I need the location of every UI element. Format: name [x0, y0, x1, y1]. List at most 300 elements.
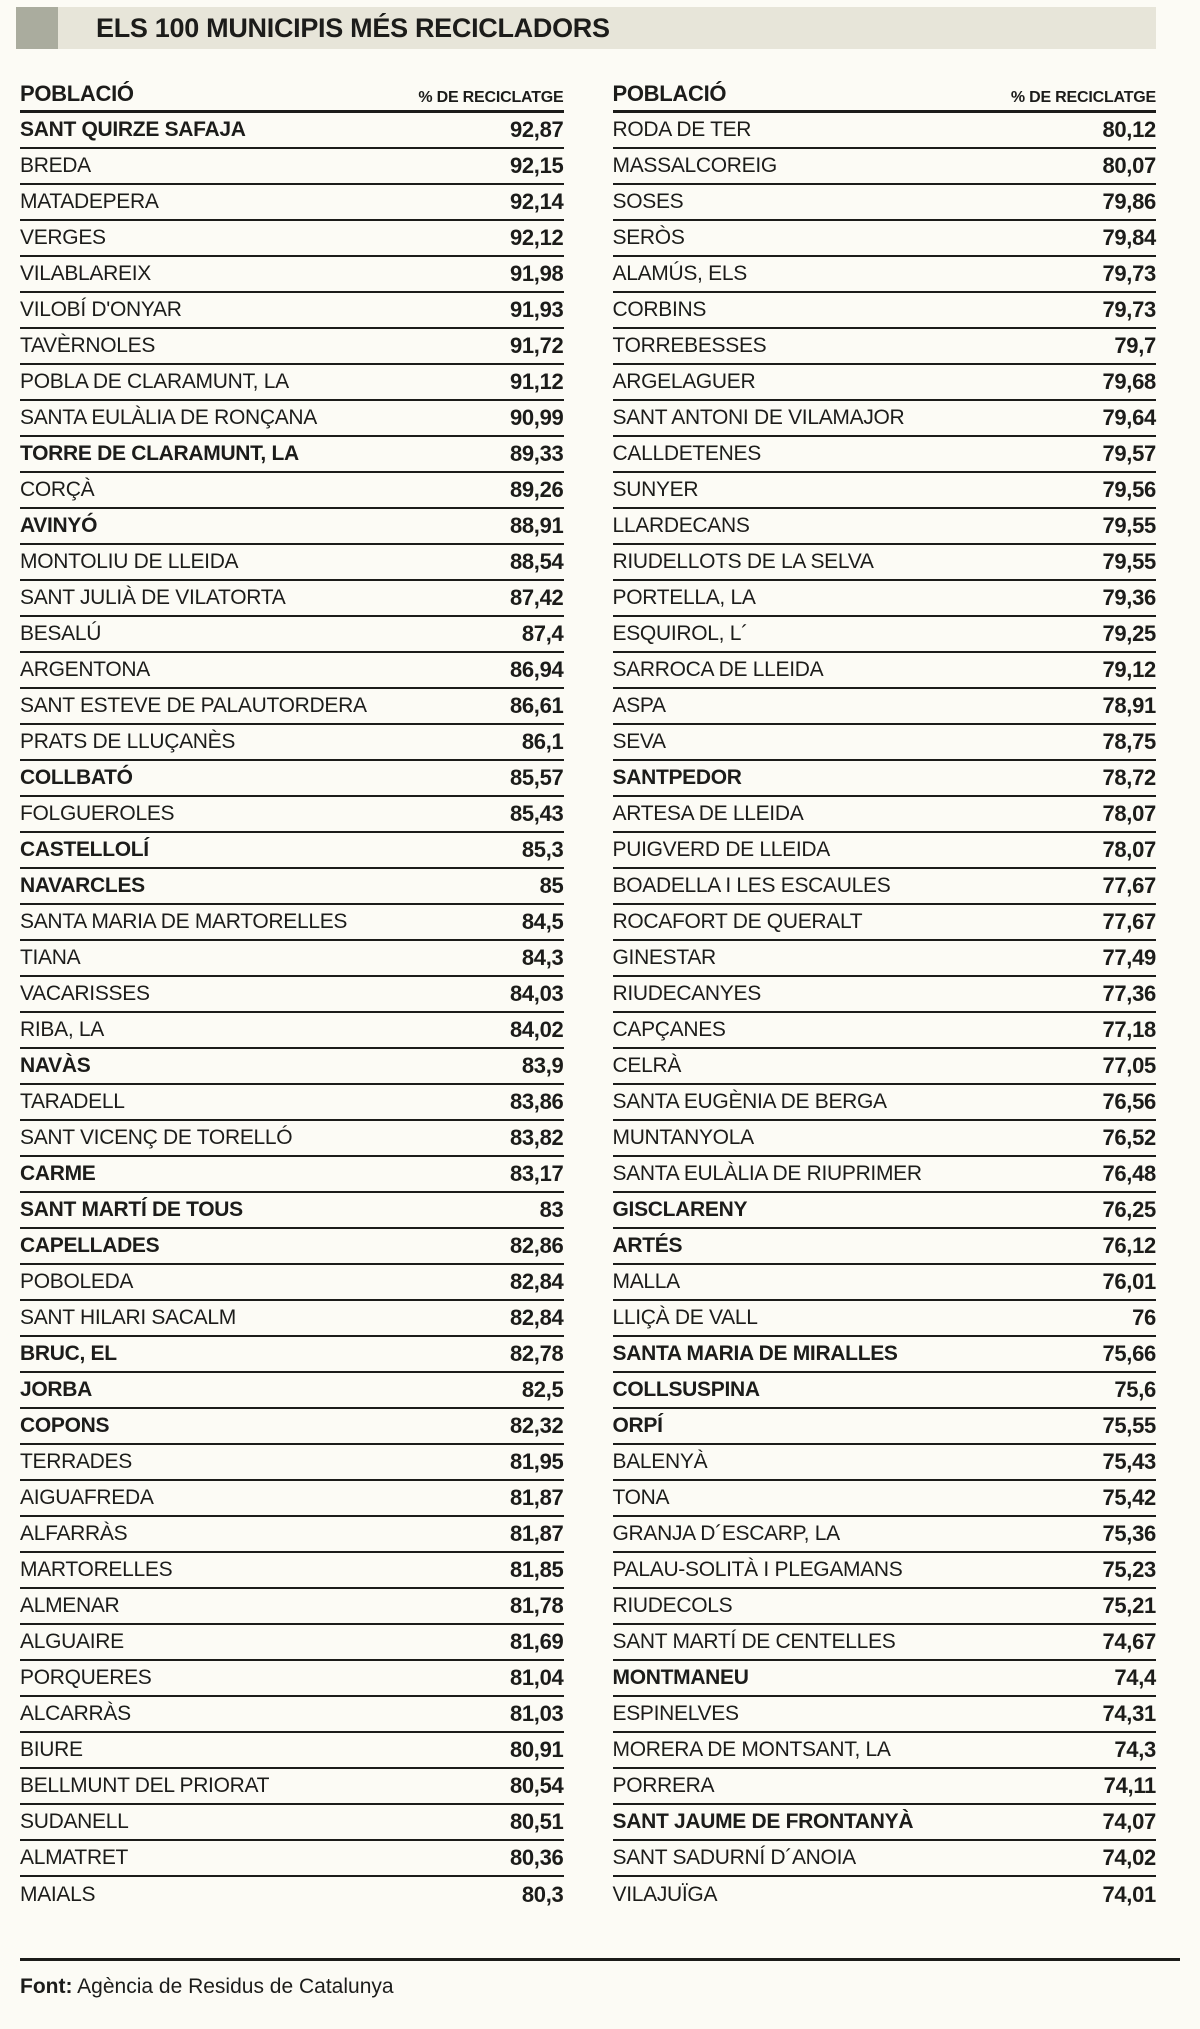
municipality-name: BELLMUNT DEL PRIORAT	[20, 1774, 270, 1797]
municipality-name: PRATS DE LLUÇANÈS	[20, 730, 236, 753]
recycling-percentage: 91,98	[509, 261, 564, 286]
table-row	[20, 257, 564, 293]
municipality-name: ALFARRÀS	[20, 1522, 128, 1545]
table-row	[20, 1193, 564, 1229]
table-row	[613, 1337, 1157, 1373]
recycling-percentage: 83,17	[509, 1161, 564, 1186]
municipality-name: ARGENTONA	[20, 658, 150, 681]
municipality-name: SANT HILARI SACALM	[20, 1306, 236, 1329]
table-row	[613, 1301, 1157, 1337]
column-header-reciclatge: % DE RECICLATGE	[1010, 89, 1156, 106]
municipality-name: ESQUIROL, L´	[612, 622, 748, 645]
table-row	[20, 797, 564, 833]
municipality-name: TORRE DE CLARAMUNT, LA	[20, 442, 299, 465]
recycling-percentage: 86,61	[509, 693, 564, 718]
recycling-percentage: 76,01	[1102, 1269, 1156, 1294]
title-band-square	[16, 7, 58, 49]
table-row	[613, 437, 1157, 473]
municipality-name: BALENYÀ	[612, 1450, 708, 1473]
table-row	[613, 689, 1157, 725]
recycling-percentage: 74,01	[1102, 1882, 1156, 1907]
recycling-percentage: 75,36	[1102, 1521, 1156, 1546]
municipality-name: PORTELLA, LA	[612, 586, 756, 609]
table-row	[20, 1409, 564, 1445]
municipality-name: POBOLEDA	[20, 1270, 134, 1293]
table-row	[613, 1733, 1157, 1769]
municipality-name: ALAMÚS, ELS	[612, 262, 747, 285]
recycling-percentage: 81,04	[509, 1665, 564, 1690]
table-row	[20, 581, 564, 617]
recycling-percentage: 91,72	[509, 333, 564, 358]
table-row	[20, 1769, 564, 1805]
table-row	[613, 365, 1157, 401]
municipality-name: VACARISSES	[20, 982, 150, 1005]
recycling-percentage: 80,51	[509, 1809, 564, 1834]
table-column-left	[20, 78, 564, 1913]
municipality-name: CAPÇANES	[612, 1018, 726, 1041]
table-row	[613, 1085, 1157, 1121]
table-row	[20, 833, 564, 869]
recycling-percentage: 75,42	[1102, 1485, 1156, 1510]
recycling-percentage: 79,73	[1102, 297, 1156, 322]
table-row	[20, 437, 564, 473]
table-row	[20, 941, 564, 977]
recycling-percentage: 83,86	[509, 1089, 564, 1114]
recycling-percentage: 76	[1132, 1305, 1156, 1330]
municipality-name: MARTORELLES	[20, 1558, 173, 1581]
table-row	[20, 1013, 564, 1049]
table-row	[613, 509, 1157, 545]
recycling-percentage: 74,07	[1102, 1809, 1156, 1834]
recycling-percentage: 77,18	[1102, 1017, 1156, 1042]
recycling-percentage: 81,85	[509, 1557, 564, 1582]
table-row	[20, 1373, 564, 1409]
recycling-percentage: 82,84	[509, 1269, 564, 1294]
table-row	[613, 473, 1157, 509]
table-row	[20, 1265, 564, 1301]
municipality-name: VILAJUÏGA	[612, 1883, 718, 1906]
municipality-name: MAIALS	[20, 1883, 96, 1906]
table-row	[20, 977, 564, 1013]
municipality-name: NAVÀS	[20, 1054, 91, 1077]
table-row	[20, 221, 564, 257]
municipality-name: COPONS	[20, 1414, 110, 1437]
recycling-percentage: 79,12	[1102, 657, 1156, 682]
municipality-name: CARME	[20, 1162, 96, 1185]
municipality-name: VILOBÍ D'ONYAR	[20, 298, 182, 321]
municipality-name: ARTESA DE LLEIDA	[612, 802, 804, 825]
recycling-percentage: 79,86	[1102, 189, 1156, 214]
table-row	[20, 1121, 564, 1157]
recycling-percentage: 81,87	[509, 1485, 564, 1510]
recycling-percentage: 90,99	[509, 405, 564, 430]
municipality-name: TIANA	[20, 946, 81, 969]
recycling-percentage: 85,43	[509, 801, 564, 826]
table-row	[20, 185, 564, 221]
table-row	[613, 833, 1157, 869]
municipality-name: AVINYÓ	[20, 514, 98, 537]
municipality-name: COLLSUSPINA	[612, 1378, 760, 1401]
table-row	[613, 1157, 1157, 1193]
municipality-name: NAVARCLES	[20, 874, 145, 897]
municipality-name: SEVA	[612, 730, 666, 753]
recycling-percentage: 74,67	[1102, 1629, 1156, 1654]
table-row	[613, 977, 1157, 1013]
recycling-percentage: 92,12	[509, 225, 564, 250]
recycling-percentage: 76,52	[1102, 1125, 1156, 1150]
source-label: Font:	[20, 1975, 73, 1998]
table-row	[613, 1409, 1157, 1445]
municipality-name: LLIÇÀ DE VALL	[612, 1306, 758, 1329]
municipality-name: ROCAFORT DE QUERALT	[612, 910, 863, 933]
table-row	[613, 1265, 1157, 1301]
municipality-name: POBLA DE CLARAMUNT, LA	[20, 370, 289, 393]
municipality-name: ALMATRET	[20, 1846, 129, 1869]
municipality-name: LLARDECANS	[612, 514, 750, 537]
municipality-name: MUNTANYOLA	[612, 1126, 754, 1149]
recycling-percentage: 76,56	[1102, 1089, 1156, 1114]
recycling-percentage: 91,93	[509, 297, 564, 322]
municipality-name: MONTMANEU	[612, 1666, 749, 1689]
recycling-percentage: 79,7	[1114, 333, 1156, 358]
recycling-percentage: 84,3	[521, 945, 564, 970]
municipality-name: SANT ESTEVE DE PALAUTORDERA	[20, 694, 367, 717]
municipality-name: TORREBESSES	[612, 334, 767, 357]
recycling-percentage: 80,3	[521, 1882, 564, 1907]
table-row	[20, 689, 564, 725]
municipality-name: CORBINS	[612, 298, 707, 321]
table-row	[20, 1157, 564, 1193]
table-row	[20, 1445, 564, 1481]
municipality-name: ASPA	[612, 694, 666, 717]
table-row	[613, 185, 1157, 221]
municipality-name: ARTÉS	[612, 1234, 683, 1257]
municipality-name: MALLA	[612, 1270, 680, 1293]
municipality-name: SANT MARTÍ DE TOUS	[20, 1198, 243, 1221]
recycling-percentage: 88,91	[509, 513, 564, 538]
table-row	[613, 1805, 1157, 1841]
recycling-percentage: 76,25	[1102, 1197, 1156, 1222]
recycling-percentage: 75,66	[1102, 1341, 1156, 1366]
table-row	[613, 221, 1157, 257]
recycling-percentage: 80,91	[509, 1737, 564, 1762]
municipality-name: PORRERA	[612, 1774, 715, 1797]
recycling-percentage: 80,54	[509, 1773, 564, 1798]
page-title: ELS 100 MUNICIPIS MÉS RECICLADORS	[96, 12, 610, 43]
municipality-name: ARGELAGUER	[612, 370, 756, 393]
municipality-name: ALGUAIRE	[20, 1630, 124, 1653]
table-row	[20, 1085, 564, 1121]
recycling-percentage: 85	[539, 873, 564, 898]
table-row	[613, 1373, 1157, 1409]
municipality-name: FOLGUEROLES	[20, 802, 175, 825]
municipality-name: ALCARRÀS	[20, 1702, 131, 1725]
column-header-poblacio: POBLACIÓ	[20, 81, 134, 106]
table-row	[20, 905, 564, 941]
recycling-percentage: 79,64	[1102, 405, 1156, 430]
municipality-name: RODA DE TER	[612, 118, 752, 141]
recycling-percentage: 79,36	[1102, 585, 1156, 610]
recycling-percentage: 87,42	[509, 585, 564, 610]
table-row	[613, 1625, 1157, 1661]
municipality-name: SERÒS	[612, 226, 685, 249]
table-row	[20, 113, 564, 149]
municipality-name: CORÇÀ	[20, 478, 95, 501]
table-row	[20, 1805, 564, 1841]
table-row	[20, 653, 564, 689]
municipality-name: ESPINELVES	[612, 1702, 739, 1725]
table-row	[613, 1013, 1157, 1049]
table-row	[20, 1337, 564, 1373]
table-row	[613, 581, 1157, 617]
table-row	[20, 365, 564, 401]
municipality-name: BIURE	[20, 1738, 83, 1761]
recycling-percentage: 76,48	[1102, 1161, 1156, 1186]
municipality-name: PORQUERES	[20, 1666, 152, 1689]
recycling-percentage: 82,84	[509, 1305, 564, 1330]
recycling-percentage: 84,5	[521, 909, 564, 934]
recycling-percentage: 79,56	[1102, 477, 1156, 502]
table-row	[613, 149, 1157, 185]
table-row	[613, 1841, 1157, 1877]
table-row	[613, 725, 1157, 761]
recycling-percentage: 84,02	[509, 1017, 564, 1042]
municipality-name: CASTELLOLÍ	[20, 838, 149, 861]
table-row	[613, 653, 1157, 689]
municipality-name: SANT QUIRZE SAFAJA	[20, 118, 246, 141]
recycling-percentage: 79,57	[1102, 441, 1156, 466]
column-header-reciclatge: % DE RECICLATGE	[418, 89, 564, 106]
municipality-name: BESALÚ	[20, 622, 102, 645]
table-row	[20, 617, 564, 653]
table-row	[20, 1841, 564, 1877]
recycling-percentage: 77,49	[1102, 945, 1156, 970]
municipality-name: SUDANELL	[20, 1810, 129, 1833]
table-row	[613, 1877, 1157, 1913]
recycling-percentage: 74,3	[1114, 1737, 1156, 1762]
table-row	[20, 329, 564, 365]
table-row	[613, 1553, 1157, 1589]
table-row	[20, 1517, 564, 1553]
table-column-right	[613, 78, 1157, 1913]
table-row	[20, 293, 564, 329]
recycling-percentage: 75,6	[1114, 1377, 1156, 1402]
table-row	[20, 1229, 564, 1265]
recycling-percentage: 74,11	[1103, 1773, 1156, 1798]
table-row	[20, 1877, 564, 1913]
municipality-name: SANT ANTONI DE VILAMAJOR	[612, 406, 905, 429]
table-row	[20, 149, 564, 185]
municipality-name: SANTA EULÀLIA DE RONÇANA	[20, 406, 318, 429]
column-header	[20, 78, 564, 113]
recycling-percentage: 75,55	[1102, 1413, 1156, 1438]
source-text	[20, 1975, 1180, 1999]
table-row	[613, 617, 1157, 653]
table-row	[20, 869, 564, 905]
table-row	[613, 1481, 1157, 1517]
recycling-percentage: 77,67	[1102, 909, 1156, 934]
table-row	[20, 1733, 564, 1769]
recycling-percentage: 80,12	[1102, 117, 1156, 142]
table-rows-left	[20, 113, 564, 1913]
table-rows-right	[613, 113, 1157, 1913]
recycling-percentage: 81,95	[509, 1449, 564, 1474]
municipality-name: GISCLARENY	[612, 1198, 748, 1221]
table-row	[20, 1481, 564, 1517]
recycling-percentage: 88,54	[509, 549, 564, 574]
municipality-name: VILABLAREIX	[20, 262, 151, 285]
recycling-percentage: 81,87	[509, 1521, 564, 1546]
municipality-name: MASSALCOREIG	[612, 154, 777, 177]
municipality-name: PALAU-SOLITÀ I PLEGAMANS	[612, 1558, 903, 1581]
municipality-name: BREDA	[20, 154, 91, 177]
column-header-poblacio: POBLACIÓ	[612, 81, 727, 106]
municipality-name: SANT VICENÇ DE TORELLÓ	[20, 1126, 293, 1149]
recycling-percentage: 91,12	[509, 369, 564, 394]
table-row	[613, 1121, 1157, 1157]
recycling-percentage: 92,15	[509, 153, 564, 178]
municipality-name: SANT JAUME DE FRONTANYÀ	[612, 1810, 914, 1833]
recycling-percentage: 81,03	[509, 1701, 564, 1726]
recycling-percentage: 92,87	[509, 117, 564, 142]
municipality-name: TAVÈRNOLES	[20, 334, 156, 357]
recycling-percentage: 79,55	[1102, 513, 1156, 538]
table-row	[613, 1697, 1157, 1733]
recycling-percentage: 83	[539, 1197, 564, 1222]
table-row	[613, 1049, 1157, 1085]
recycling-percentage: 89,26	[509, 477, 564, 502]
recycling-percentage: 92,14	[509, 189, 564, 214]
recycling-percentage: 75,43	[1102, 1449, 1156, 1474]
municipality-name: CAPELLADES	[20, 1234, 160, 1257]
recycling-percentage: 74,02	[1102, 1845, 1156, 1870]
municipality-name: TARADELL	[20, 1090, 125, 1113]
recycling-percentage: 79,68	[1102, 369, 1156, 394]
recycling-percentage: 74,4	[1114, 1665, 1156, 1690]
recycling-percentage: 78,07	[1102, 801, 1156, 826]
table-row	[20, 1553, 564, 1589]
table-row	[613, 257, 1157, 293]
table-row	[613, 293, 1157, 329]
recycling-percentage: 79,84	[1102, 225, 1156, 250]
table-row	[613, 869, 1157, 905]
table-row	[613, 1769, 1157, 1805]
recycling-percentage: 82,86	[509, 1233, 564, 1258]
municipality-name: MATADEPERA	[20, 190, 159, 213]
municipality-name: RIUDECANYES	[612, 982, 761, 1005]
municipality-name: RIUDELLOTS DE LA SELVA	[612, 550, 874, 573]
recycling-percentage: 82,5	[521, 1377, 564, 1402]
municipality-name: JORBA	[20, 1378, 93, 1401]
municipality-name: COLLBATÓ	[20, 766, 133, 789]
table-row	[613, 1229, 1157, 1265]
recycling-percentage: 85,57	[509, 765, 564, 790]
recycling-percentage: 82,78	[509, 1341, 564, 1366]
recycling-percentage: 77,05	[1102, 1053, 1156, 1078]
municipality-name: SANTPEDOR	[612, 766, 742, 789]
recycling-percentage: 87,4	[521, 621, 564, 646]
table-row	[20, 1049, 564, 1085]
recycling-percentage: 78,07	[1102, 837, 1156, 862]
table-row	[20, 509, 564, 545]
municipality-name: ORPÍ	[612, 1414, 663, 1437]
table-row	[20, 1661, 564, 1697]
municipality-name: BOADELLA I LES ESCAULES	[612, 874, 891, 897]
recycling-percentage: 82,32	[509, 1413, 564, 1438]
recycling-percentage: 79,73	[1102, 261, 1156, 286]
recycling-percentage: 75,21	[1102, 1593, 1156, 1618]
municipality-name: ALMENAR	[20, 1594, 120, 1617]
column-header	[613, 78, 1157, 113]
title-band	[16, 7, 1156, 49]
table-row	[20, 761, 564, 797]
municipality-name: SARROCA DE LLEIDA	[612, 658, 824, 681]
municipality-name: SUNYER	[612, 478, 699, 501]
municipality-name: RIBA, LA	[20, 1018, 104, 1041]
recycling-percentage: 74,31	[1102, 1701, 1156, 1726]
municipality-name: SANT SADURNÍ D´ANOIA	[612, 1846, 856, 1869]
table-row	[20, 1301, 564, 1337]
table-row	[613, 1661, 1157, 1697]
municipality-name: CALLDETENES	[612, 442, 761, 465]
municipality-name: TERRADES	[20, 1450, 132, 1473]
ranking-table	[20, 78, 1156, 1913]
municipality-name: MONTOLIU DE LLEIDA	[20, 550, 239, 573]
recycling-percentage: 83,9	[521, 1053, 564, 1078]
table-row	[613, 797, 1157, 833]
table-row	[613, 329, 1157, 365]
table-row	[613, 113, 1157, 149]
table-row	[613, 401, 1157, 437]
recycling-percentage: 86,94	[509, 657, 564, 682]
table-row	[613, 545, 1157, 581]
municipality-name: GRANJA D´ESCARP, LA	[612, 1522, 840, 1545]
recycling-percentage: 80,36	[509, 1845, 564, 1870]
municipality-name: RIUDECOLS	[612, 1594, 733, 1617]
municipality-name: VERGES	[20, 226, 106, 249]
recycling-percentage: 80,07	[1102, 153, 1156, 178]
table-row	[20, 1625, 564, 1661]
recycling-percentage: 85,3	[521, 837, 564, 862]
municipality-name: SANTA EULÀLIA DE RIUPRIMER	[612, 1162, 922, 1185]
municipality-name: GINESTAR	[612, 946, 716, 969]
table-row	[613, 905, 1157, 941]
recycling-percentage: 83,82	[509, 1125, 564, 1150]
municipality-name: BRUC, EL	[20, 1342, 117, 1365]
source-footer	[20, 1958, 1180, 1999]
recycling-percentage: 86,1	[521, 729, 564, 754]
municipality-name: SANTA EUGÈNIA DE BERGA	[612, 1090, 887, 1113]
recycling-percentage: 81,78	[509, 1593, 564, 1618]
table-row	[613, 1589, 1157, 1625]
recycling-percentage: 78,75	[1102, 729, 1156, 754]
recycling-percentage: 89,33	[509, 441, 564, 466]
municipality-name: SANTA MARIA DE MIRALLES	[612, 1342, 898, 1365]
municipality-name: CELRÀ	[612, 1054, 682, 1077]
municipality-name: TONA	[612, 1486, 670, 1509]
recycling-percentage: 84,03	[509, 981, 564, 1006]
recycling-percentage: 78,91	[1102, 693, 1156, 718]
municipality-name: SANTA MARIA DE MARTORELLES	[20, 910, 348, 933]
recycling-percentage: 76,12	[1102, 1233, 1156, 1258]
table-row	[613, 1193, 1157, 1229]
table-row	[20, 1697, 564, 1733]
recycling-percentage: 81,69	[509, 1629, 564, 1654]
table-row	[613, 1517, 1157, 1553]
recycling-percentage: 79,55	[1102, 549, 1156, 574]
table-row	[20, 401, 564, 437]
municipality-name: PUIGVERD DE LLEIDA	[612, 838, 830, 861]
